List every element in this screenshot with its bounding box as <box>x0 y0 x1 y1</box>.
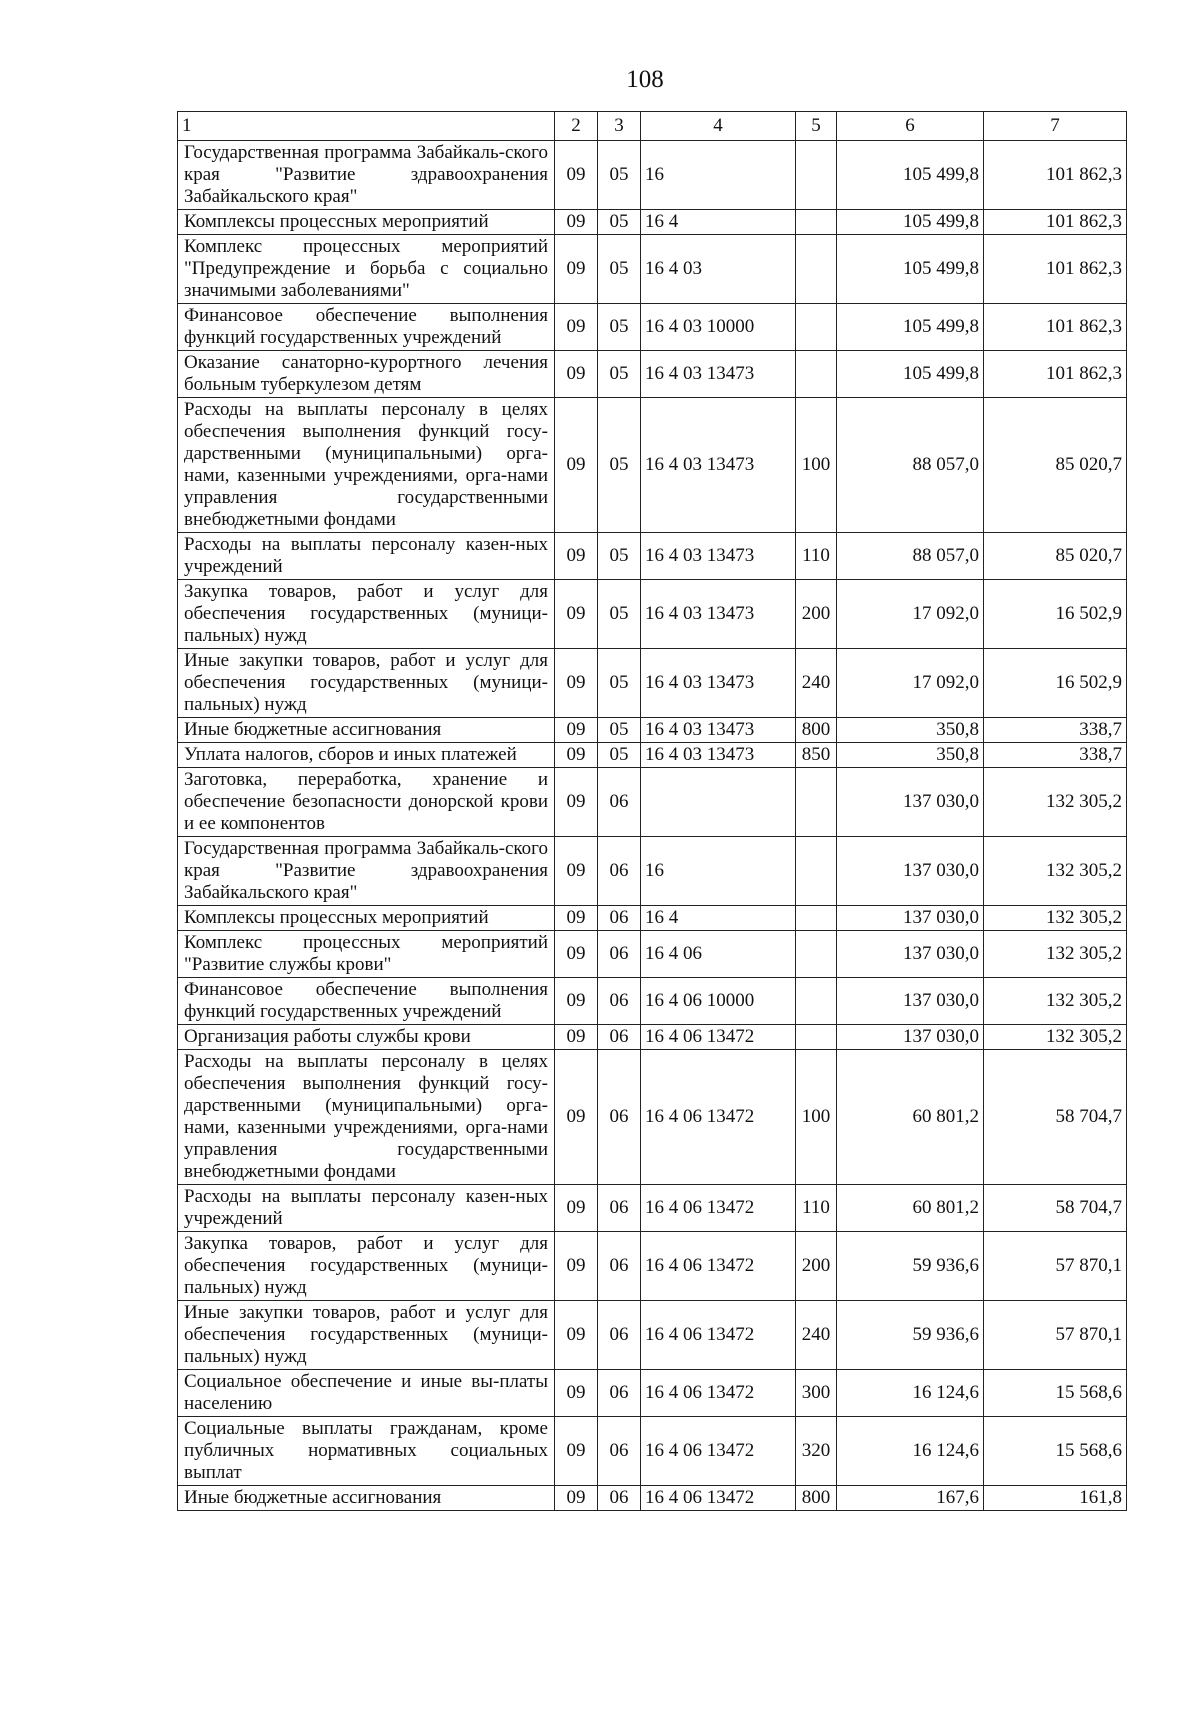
chapter-code-cell: 09 <box>555 210 598 235</box>
row-name-cell: Закупка товаров, работ и услуг для обеспечения государственных (муници-пальных) нужд <box>178 1232 555 1301</box>
amount-year-2-cell: 101 862,3 <box>984 141 1127 210</box>
table-row <box>178 1301 1127 1370</box>
row-name-cell: Иные закупки товаров, работ и услуг для обеспечения государственных (муници-пальных) нужд <box>178 649 555 718</box>
table-row <box>178 1370 1127 1417</box>
chapter-code-cell: 09 <box>555 1232 598 1301</box>
amount-year-1-cell: 137 030,0 <box>837 978 984 1025</box>
expense-type-cell: 110 <box>796 533 837 580</box>
table-row <box>178 1417 1127 1486</box>
table-row <box>178 210 1127 235</box>
amount-year-1-cell: 105 499,8 <box>837 351 984 398</box>
row-name-cell: Расходы на выплаты персоналу казен-ных учреждений <box>178 533 555 580</box>
row-name-cell: Иные бюджетные ассигнования <box>178 718 555 743</box>
row-name-cell: Социальное обеспечение и иные вы-платы населению <box>178 1370 555 1417</box>
column-header: 7 <box>984 112 1127 141</box>
section-code-cell: 06 <box>598 1232 641 1301</box>
table-row <box>178 906 1127 931</box>
target-article-cell: 16 4 06 13472 <box>641 1486 796 1511</box>
target-article-cell: 16 4 06 <box>641 931 796 978</box>
amount-year-1-cell: 137 030,0 <box>837 837 984 906</box>
chapter-code-cell: 09 <box>555 718 598 743</box>
expense-type-cell: 800 <box>796 718 837 743</box>
amount-year-2-cell: 101 862,3 <box>984 210 1127 235</box>
row-name-cell: Комплекс процессных мероприятий "Развитие службы крови" <box>178 931 555 978</box>
section-code-cell: 06 <box>598 978 641 1025</box>
amount-year-2-cell: 16 502,9 <box>984 580 1127 649</box>
chapter-code-cell: 09 <box>555 931 598 978</box>
table-row <box>178 837 1127 906</box>
table-row <box>178 718 1127 743</box>
expense-type-cell: 320 <box>796 1417 837 1486</box>
amount-year-1-cell: 167,6 <box>837 1486 984 1511</box>
chapter-code-cell: 09 <box>555 906 598 931</box>
table-row <box>178 533 1127 580</box>
expense-type-cell <box>796 304 837 351</box>
chapter-code-cell: 09 <box>555 743 598 768</box>
amount-year-2-cell: 161,8 <box>984 1486 1127 1511</box>
expense-type-cell <box>796 837 837 906</box>
target-article-cell: 16 4 06 13472 <box>641 1050 796 1185</box>
amount-year-1-cell: 16 124,6 <box>837 1370 984 1417</box>
amount-year-2-cell: 338,7 <box>984 718 1127 743</box>
chapter-code-cell: 09 <box>555 1301 598 1370</box>
amount-year-1-cell: 137 030,0 <box>837 931 984 978</box>
table-row <box>178 1486 1127 1511</box>
amount-year-1-cell: 17 092,0 <box>837 580 984 649</box>
target-article-cell <box>641 768 796 837</box>
chapter-code-cell: 09 <box>555 304 598 351</box>
table-row <box>178 580 1127 649</box>
amount-year-1-cell: 17 092,0 <box>837 649 984 718</box>
table-row <box>178 768 1127 837</box>
section-code-cell: 05 <box>598 304 641 351</box>
chapter-code-cell: 09 <box>555 580 598 649</box>
row-name-cell: Комплекс процессных мероприятий "Предупреждение и борьба с социально значимыми заболеваниями" <box>178 235 555 304</box>
section-code-cell: 06 <box>598 837 641 906</box>
budget-table <box>177 111 1127 1511</box>
amount-year-2-cell: 57 870,1 <box>984 1301 1127 1370</box>
target-article-cell: 16 4 03 13473 <box>641 580 796 649</box>
row-name-cell: Комплексы процессных мероприятий <box>178 210 555 235</box>
row-name-cell: Закупка товаров, работ и услуг для обеспечения государственных (муници-пальных) нужд <box>178 580 555 649</box>
row-name-cell: Иные бюджетные ассигнования <box>178 1486 555 1511</box>
amount-year-2-cell: 15 568,6 <box>984 1417 1127 1486</box>
target-article-cell: 16 4 <box>641 906 796 931</box>
row-name-cell: Расходы на выплаты персоналу в целях обеспечения выполнения функций госу-дарственными (муниципальными) орга-нами, казенными учреждениями, орга-нами управления государственными внебюджетными фондами <box>178 1050 555 1185</box>
page-number: 108 <box>626 66 664 93</box>
table-row <box>178 978 1127 1025</box>
amount-year-1-cell: 137 030,0 <box>837 768 984 837</box>
row-name-cell: Расходы на выплаты персоналу казен-ных учреждений <box>178 1185 555 1232</box>
target-article-cell: 16 <box>641 837 796 906</box>
amount-year-2-cell: 58 704,7 <box>984 1185 1127 1232</box>
chapter-code-cell: 09 <box>555 398 598 533</box>
target-article-cell: 16 4 06 13472 <box>641 1301 796 1370</box>
amount-year-1-cell: 59 936,6 <box>837 1301 984 1370</box>
section-code-cell: 05 <box>598 235 641 304</box>
section-code-cell: 05 <box>598 580 641 649</box>
row-name-cell: Социальные выплаты гражданам, кроме публичных нормативных социальных выплат <box>178 1417 555 1486</box>
expense-type-cell: 240 <box>796 649 837 718</box>
row-name-cell: Организация работы службы крови <box>178 1025 555 1050</box>
expense-type-cell: 100 <box>796 1050 837 1185</box>
section-code-cell: 05 <box>598 718 641 743</box>
section-code-cell: 05 <box>598 398 641 533</box>
row-name-cell: Финансовое обеспечение выполнения функций государственных учреждений <box>178 304 555 351</box>
expense-type-cell <box>796 1025 837 1050</box>
target-article-cell: 16 4 03 13473 <box>641 649 796 718</box>
chapter-code-cell: 09 <box>555 649 598 718</box>
amount-year-2-cell: 338,7 <box>984 743 1127 768</box>
amount-year-1-cell: 59 936,6 <box>837 1232 984 1301</box>
chapter-code-cell: 09 <box>555 1486 598 1511</box>
expense-type-cell <box>796 768 837 837</box>
target-article-cell: 16 4 03 10000 <box>641 304 796 351</box>
row-name-cell: Государственная программа Забайкаль-ского края "Развитие здравоохранения Забайкальского края" <box>178 837 555 906</box>
chapter-code-cell: 09 <box>555 1370 598 1417</box>
column-header: 1 <box>178 112 555 141</box>
table-row <box>178 304 1127 351</box>
amount-year-2-cell: 57 870,1 <box>984 1232 1127 1301</box>
column-header: 6 <box>837 112 984 141</box>
amount-year-2-cell: 132 305,2 <box>984 906 1127 931</box>
section-code-cell: 06 <box>598 1370 641 1417</box>
amount-year-2-cell: 101 862,3 <box>984 304 1127 351</box>
row-name-cell: Оказание санаторно-курортного лечения больным туберкулезом детям <box>178 351 555 398</box>
amount-year-1-cell: 105 499,8 <box>837 141 984 210</box>
amount-year-1-cell: 60 801,2 <box>837 1050 984 1185</box>
table-row <box>178 931 1127 978</box>
chapter-code-cell: 09 <box>555 1050 598 1185</box>
expense-type-cell <box>796 906 837 931</box>
amount-year-1-cell: 137 030,0 <box>837 906 984 931</box>
row-name-cell: Комплексы процессных мероприятий <box>178 906 555 931</box>
section-code-cell: 05 <box>598 351 641 398</box>
section-code-cell: 06 <box>598 768 641 837</box>
amount-year-1-cell: 105 499,8 <box>837 304 984 351</box>
expense-type-cell: 100 <box>796 398 837 533</box>
amount-year-2-cell: 101 862,3 <box>984 351 1127 398</box>
amount-year-2-cell: 16 502,9 <box>984 649 1127 718</box>
target-article-cell: 16 4 03 13473 <box>641 351 796 398</box>
amount-year-2-cell: 132 305,2 <box>984 978 1127 1025</box>
amount-year-1-cell: 137 030,0 <box>837 1025 984 1050</box>
section-code-cell: 05 <box>598 141 641 210</box>
amount-year-2-cell: 132 305,2 <box>984 931 1127 978</box>
expense-type-cell <box>796 235 837 304</box>
amount-year-2-cell: 101 862,3 <box>984 235 1127 304</box>
expense-type-cell: 200 <box>796 580 837 649</box>
target-article-cell: 16 4 06 13472 <box>641 1025 796 1050</box>
table-row <box>178 649 1127 718</box>
chapter-code-cell: 09 <box>555 1185 598 1232</box>
chapter-code-cell: 09 <box>555 235 598 304</box>
table-row <box>178 351 1127 398</box>
expense-type-cell: 240 <box>796 1301 837 1370</box>
table-row <box>178 1185 1127 1232</box>
amount-year-2-cell: 85 020,7 <box>984 533 1127 580</box>
row-name-cell: Уплата налогов, сборов и иных платежей <box>178 743 555 768</box>
column-header: 5 <box>796 112 837 141</box>
expense-type-cell <box>796 210 837 235</box>
amount-year-1-cell: 16 124,6 <box>837 1417 984 1486</box>
target-article-cell: 16 4 <box>641 210 796 235</box>
target-article-cell: 16 4 06 13472 <box>641 1232 796 1301</box>
table-row <box>178 743 1127 768</box>
amount-year-1-cell: 105 499,8 <box>837 235 984 304</box>
chapter-code-cell: 09 <box>555 533 598 580</box>
target-article-cell: 16 4 03 <box>641 235 796 304</box>
section-code-cell: 05 <box>598 649 641 718</box>
target-article-cell: 16 4 06 13472 <box>641 1185 796 1232</box>
amount-year-2-cell: 132 305,2 <box>984 1025 1127 1050</box>
section-code-cell: 05 <box>598 210 641 235</box>
target-article-cell: 16 4 06 13472 <box>641 1417 796 1486</box>
amount-year-1-cell: 350,8 <box>837 743 984 768</box>
target-article-cell: 16 4 03 13473 <box>641 533 796 580</box>
section-code-cell: 06 <box>598 1185 641 1232</box>
expense-type-cell: 200 <box>796 1232 837 1301</box>
section-code-cell: 06 <box>598 1486 641 1511</box>
chapter-code-cell: 09 <box>555 351 598 398</box>
section-code-cell: 06 <box>598 931 641 978</box>
table-row <box>178 141 1127 210</box>
chapter-code-cell: 09 <box>555 837 598 906</box>
amount-year-1-cell: 350,8 <box>837 718 984 743</box>
table-row <box>178 235 1127 304</box>
table-body <box>178 141 1127 1511</box>
expense-type-cell: 850 <box>796 743 837 768</box>
chapter-code-cell: 09 <box>555 768 598 837</box>
column-header: 3 <box>598 112 641 141</box>
table-row <box>178 1050 1127 1185</box>
amount-year-1-cell: 105 499,8 <box>837 210 984 235</box>
section-code-cell: 05 <box>598 743 641 768</box>
section-code-cell: 05 <box>598 533 641 580</box>
table-row <box>178 1232 1127 1301</box>
expense-type-cell <box>796 141 837 210</box>
section-code-cell: 06 <box>598 1050 641 1185</box>
amount-year-2-cell: 132 305,2 <box>984 837 1127 906</box>
amount-year-2-cell: 132 305,2 <box>984 768 1127 837</box>
chapter-code-cell: 09 <box>555 978 598 1025</box>
table-row <box>178 398 1127 533</box>
chapter-code-cell: 09 <box>555 1417 598 1486</box>
table-row <box>178 1025 1127 1050</box>
table-header-row <box>178 112 1127 141</box>
section-code-cell: 06 <box>598 1417 641 1486</box>
amount-year-1-cell: 88 057,0 <box>837 533 984 580</box>
section-code-cell: 06 <box>598 1025 641 1050</box>
amount-year-1-cell: 60 801,2 <box>837 1185 984 1232</box>
row-name-cell: Заготовка, переработка, хранение и обеспечение безопасности донорской крови и ее компонентов <box>178 768 555 837</box>
target-article-cell: 16 4 03 13473 <box>641 718 796 743</box>
expense-type-cell: 110 <box>796 1185 837 1232</box>
chapter-code-cell: 09 <box>555 141 598 210</box>
target-article-cell: 16 4 03 13473 <box>641 398 796 533</box>
amount-year-2-cell: 15 568,6 <box>984 1370 1127 1417</box>
row-name-cell: Финансовое обеспечение выполнения функций государственных учреждений <box>178 978 555 1025</box>
expense-type-cell <box>796 931 837 978</box>
column-header: 2 <box>555 112 598 141</box>
row-name-cell: Расходы на выплаты персоналу в целях обеспечения выполнения функций госу-дарственными (муниципальными) орга-нами, казенными учреждениями, орга-нами управления государственными внебюджетными фондами <box>178 398 555 533</box>
row-name-cell: Иные закупки товаров, работ и услуг для обеспечения государственных (муници-пальных) нужд <box>178 1301 555 1370</box>
target-article-cell: 16 4 03 13473 <box>641 743 796 768</box>
column-header: 4 <box>641 112 796 141</box>
row-name-cell: Государственная программа Забайкаль-ского края "Развитие здравоохранения Забайкальского края" <box>178 141 555 210</box>
expense-type-cell <box>796 351 837 398</box>
target-article-cell: 16 4 06 10000 <box>641 978 796 1025</box>
section-code-cell: 06 <box>598 1301 641 1370</box>
target-article-cell: 16 <box>641 141 796 210</box>
amount-year-2-cell: 58 704,7 <box>984 1050 1127 1185</box>
expense-type-cell: 800 <box>796 1486 837 1511</box>
expense-type-cell: 300 <box>796 1370 837 1417</box>
expense-type-cell <box>796 978 837 1025</box>
amount-year-1-cell: 88 057,0 <box>837 398 984 533</box>
target-article-cell: 16 4 06 13472 <box>641 1370 796 1417</box>
amount-year-2-cell: 85 020,7 <box>984 398 1127 533</box>
section-code-cell: 06 <box>598 906 641 931</box>
chapter-code-cell: 09 <box>555 1025 598 1050</box>
